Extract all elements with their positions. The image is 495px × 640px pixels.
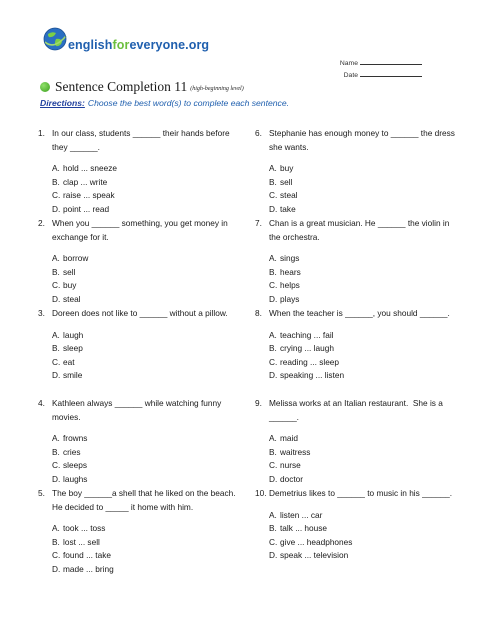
answer-choices [52, 432, 243, 486]
choice-text: take [280, 203, 296, 214]
directions-label: Directions: [40, 98, 85, 108]
answer-choice[interactable] [52, 266, 243, 280]
choice-letter: B. [52, 266, 60, 277]
choice-text: sell [280, 176, 293, 187]
choice-letter: A. [269, 433, 277, 443]
answer-choice[interactable] [269, 473, 460, 487]
question-number: 4. [38, 398, 45, 408]
choice-letter: B. [52, 176, 60, 187]
answer-choices [269, 329, 460, 383]
choice-text: plays [280, 293, 300, 304]
choice-letter: D. [52, 563, 61, 574]
question-text: Melissa works at an Italian restaurant. She is a ______. [269, 398, 446, 422]
answer-choice[interactable] [52, 446, 243, 460]
choice-letter: C. [52, 460, 61, 470]
answer-choice[interactable] [269, 203, 460, 217]
answer-choice[interactable] [52, 342, 243, 356]
globe-logo-icon [42, 26, 68, 52]
answer-choice[interactable] [269, 189, 460, 203]
question-number: 9. [255, 398, 262, 408]
answer-choice[interactable] [269, 356, 460, 370]
choice-text: doctor [280, 473, 304, 484]
green-bullet-icon [40, 82, 50, 92]
question-3 [38, 307, 243, 383]
question-text: When the teacher is ______, you should ______. [269, 308, 450, 318]
choice-text: borrow [63, 253, 89, 263]
answer-choice[interactable] [52, 549, 243, 563]
choice-letter: D. [269, 370, 278, 380]
answer-choice[interactable] [52, 522, 243, 536]
answer-choice[interactable] [52, 176, 243, 190]
choice-text: laugh [63, 329, 84, 340]
answer-choice[interactable] [269, 536, 460, 550]
choice-text: cries [63, 446, 81, 457]
choice-letter: D. [269, 473, 278, 484]
choice-letter: D. [52, 473, 61, 484]
choice-text: eat [63, 356, 75, 367]
answer-choices [52, 162, 243, 216]
choice-text: raise ... speak [63, 190, 115, 200]
answer-choice[interactable] [52, 563, 243, 577]
choice-text: speak ... television [280, 550, 349, 560]
choice-text: talk ... house [280, 523, 328, 533]
choice-text: point ... read [63, 203, 110, 214]
answer-choice[interactable] [269, 369, 460, 383]
choice-text: nurse [280, 460, 301, 470]
question-text: Demetrius likes to ______ to music in his ______. [269, 488, 453, 498]
choice-letter: C. [269, 280, 278, 290]
choice-text: found ... take [63, 550, 111, 560]
choice-text: frowns [63, 433, 88, 443]
answer-choice[interactable] [269, 162, 460, 176]
answer-choice[interactable] [269, 446, 460, 460]
answer-choices [269, 432, 460, 486]
answer-choice[interactable] [52, 432, 243, 446]
answer-choice[interactable] [269, 509, 460, 523]
question-text: Doreen does not like to ______ without a pillow. [52, 308, 228, 318]
question-number: 2. [38, 218, 45, 228]
answer-choice[interactable] [269, 432, 460, 446]
answer-choice[interactable] [269, 342, 460, 356]
choice-text: steal [280, 190, 298, 200]
answer-choices [269, 252, 460, 306]
choice-letter: B. [52, 446, 60, 457]
choice-letter: C. [52, 280, 61, 290]
choice-text: steal [63, 293, 81, 304]
choice-text: took ... toss [63, 523, 106, 533]
question-number: 10. [255, 488, 267, 498]
question-6 [255, 127, 460, 216]
question-text: In our class, students ______ their hands before they ______. [52, 128, 232, 152]
choice-text: sleep [63, 343, 83, 353]
question-text: Chan is a great musician. He ______ the violin in the orchestra. [269, 218, 452, 242]
answer-choice[interactable] [269, 459, 460, 473]
answer-choices [52, 252, 243, 306]
choice-text: maid [280, 433, 298, 443]
answer-choice[interactable] [52, 162, 243, 176]
choice-text: made ... bring [63, 563, 114, 574]
answer-choices [52, 522, 243, 576]
question-7 [255, 217, 460, 306]
choice-letter: C. [52, 356, 61, 367]
name-field[interactable]: Name [340, 57, 422, 69]
answer-choice[interactable] [269, 252, 460, 266]
choice-letter: A. [269, 253, 277, 263]
question-8 [255, 307, 460, 383]
question-1 [38, 127, 243, 216]
choice-letter: C. [52, 190, 61, 200]
question-text: Stephanie has enough money to ______ the dress she wants. [269, 128, 458, 152]
choice-text: laughs [63, 473, 88, 484]
choice-letter: A. [52, 253, 60, 263]
answer-choice[interactable] [52, 252, 243, 266]
answer-choice[interactable] [269, 329, 460, 343]
choice-letter: B. [52, 343, 60, 353]
choice-text: lost ... sell [63, 536, 100, 547]
choice-letter: B. [269, 523, 277, 533]
choice-letter: B. [269, 176, 277, 187]
answer-choice[interactable] [52, 459, 243, 473]
choice-letter: C. [269, 356, 278, 367]
question-9 [255, 397, 460, 486]
directions [40, 98, 289, 108]
choice-letter: C. [269, 460, 278, 470]
worksheet-title [40, 79, 244, 95]
choice-letter: A. [269, 163, 277, 173]
choice-text: smile [63, 370, 83, 380]
brand-name: englishforeveryone.org [68, 38, 210, 52]
choice-letter: D. [269, 550, 278, 560]
choice-letter: A. [269, 509, 277, 520]
answer-choice[interactable] [52, 536, 243, 550]
choice-text: waitress [280, 446, 311, 457]
question-10 [255, 487, 460, 563]
date-field[interactable]: Date [340, 69, 422, 81]
page-title: Sentence Completion 11 [55, 79, 188, 94]
choice-letter: D. [269, 203, 278, 214]
choice-letter: A. [269, 329, 277, 340]
choice-text: clap ... write [63, 176, 108, 187]
choice-text: buy [63, 280, 77, 290]
choice-letter: A. [52, 433, 60, 443]
choice-letter: D. [52, 203, 61, 214]
question-text: Kathleen always ______ while watching funny movies. [52, 398, 224, 422]
choice-letter: B. [52, 536, 60, 547]
choice-text: speaking ... listen [280, 370, 345, 380]
answer-choice[interactable] [269, 549, 460, 563]
question-text: When you ______ something, you get money in exchange for it. [52, 218, 231, 242]
answer-choice[interactable] [269, 293, 460, 307]
site-logo[interactable] [42, 26, 210, 66]
choice-text: buy [280, 163, 294, 173]
choice-text: helps [280, 280, 300, 290]
choice-letter: B. [269, 446, 277, 457]
choice-letter: A. [52, 163, 60, 173]
answer-choices [52, 329, 243, 383]
choice-letter: A. [52, 329, 60, 340]
answer-choice[interactable] [52, 356, 243, 370]
answer-choice[interactable] [52, 473, 243, 487]
choice-text: sings [280, 253, 300, 263]
answer-choice[interactable] [52, 329, 243, 343]
answer-choice[interactable] [269, 522, 460, 536]
answer-choice[interactable] [269, 279, 460, 293]
question-2 [38, 217, 243, 306]
question-number: 8. [255, 308, 262, 318]
choice-letter: C. [269, 536, 278, 547]
choice-letter: B. [269, 266, 277, 277]
answer-choice[interactable] [269, 266, 460, 280]
answer-choice[interactable] [269, 176, 460, 190]
choice-letter: C. [269, 190, 278, 200]
question-number: 5. [38, 488, 45, 498]
answer-choice[interactable] [52, 293, 243, 307]
question-5 [38, 487, 243, 576]
choice-text: listen ... car [280, 509, 323, 520]
choice-text: hears [280, 266, 301, 277]
answer-choices [269, 162, 460, 216]
choice-letter: C. [52, 550, 61, 560]
answer-choice[interactable] [52, 369, 243, 383]
answer-choices [269, 509, 460, 563]
question-number: 3. [38, 308, 45, 318]
question-4 [38, 397, 243, 486]
answer-choice[interactable] [52, 279, 243, 293]
choice-text: sell [63, 266, 76, 277]
choice-text: teaching ... fail [280, 329, 334, 340]
choice-letter: B. [269, 343, 277, 353]
level-subtitle: (high-beginning level) [190, 86, 244, 92]
choice-text: crying ... laugh [280, 343, 334, 353]
choice-text: give ... headphones [280, 536, 353, 547]
choice-text: reading ... sleep [280, 356, 340, 367]
choice-text: sleeps [63, 460, 87, 470]
choice-text: hold ... sneeze [63, 163, 117, 173]
question-number: 1. [38, 128, 45, 138]
choice-letter: A. [52, 523, 60, 533]
question-number: 6. [255, 128, 262, 138]
question-text: The boy ______a shell that he liked on the beach. He decided to _____ it home with him. [52, 488, 238, 512]
answer-choice[interactable] [52, 203, 243, 217]
choice-letter: D. [269, 293, 278, 304]
name-date-fields [340, 57, 422, 81]
choice-letter: D. [52, 370, 61, 380]
choice-letter: D. [52, 293, 61, 304]
answer-choice[interactable] [52, 189, 243, 203]
directions-text: Choose the best word(s) to complete each sentence. [87, 98, 290, 108]
question-number: 7. [255, 218, 262, 228]
